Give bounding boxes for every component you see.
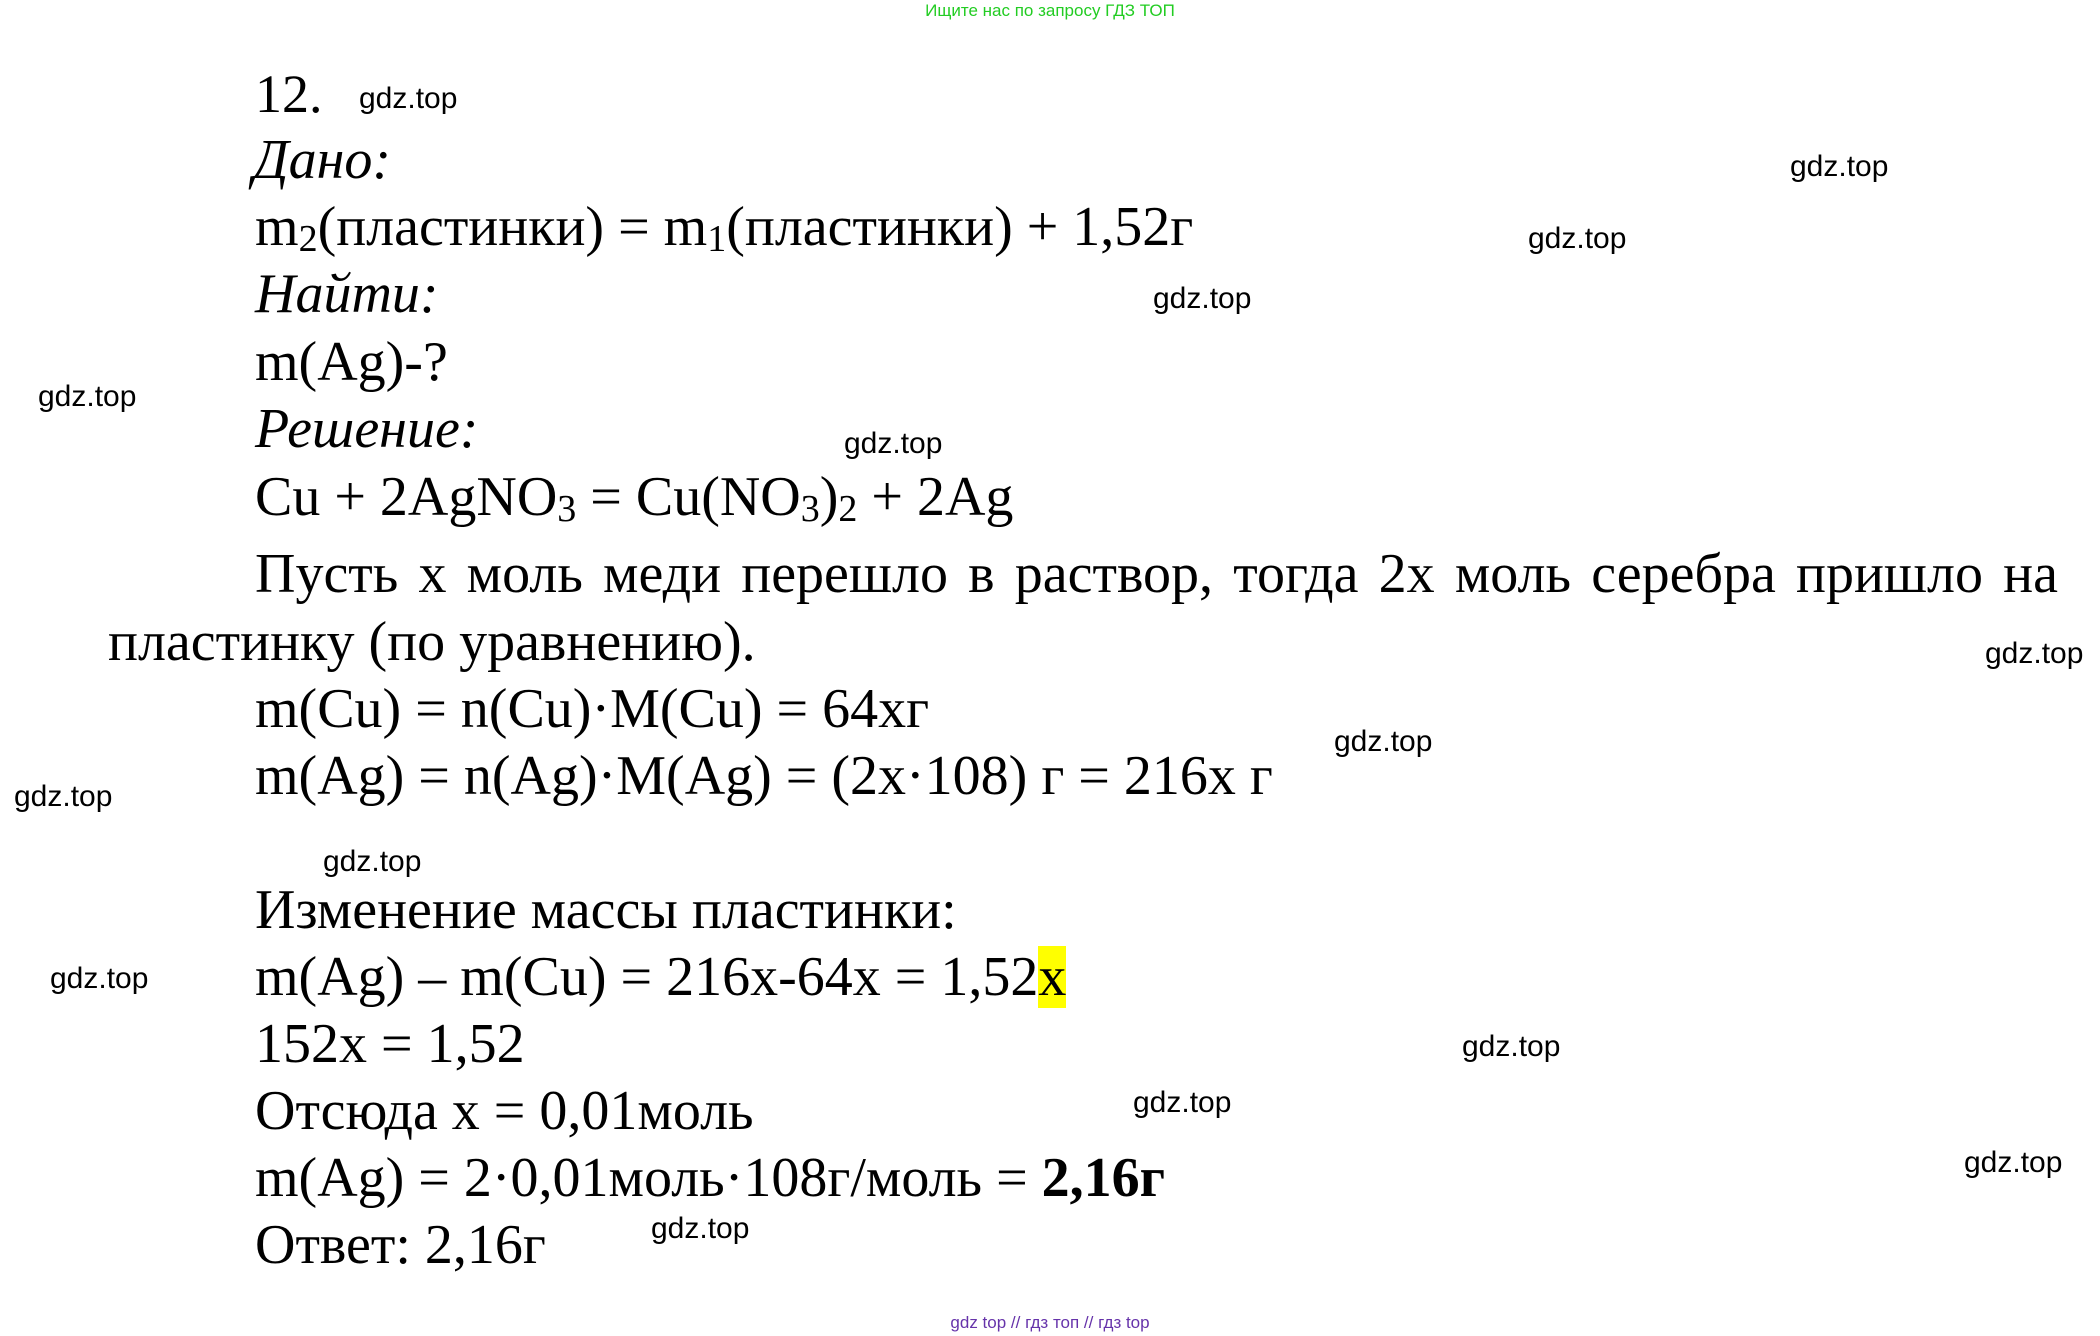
answer-line: Ответ: 2,16г: [255, 1214, 546, 1276]
watermark: gdz.top: [14, 780, 113, 813]
find-line: m(Ag)-?: [255, 331, 448, 393]
watermark: gdz.top: [1964, 1146, 2063, 1179]
result-equation: m(Ag) = 2·0,01моль·108г/моль = 2,16г: [255, 1147, 1166, 1209]
watermark: gdz.top: [359, 82, 458, 115]
watermark: gdz.top: [1790, 150, 1889, 183]
equation-x-value: Отсюда х = 0,01моль: [255, 1080, 754, 1142]
find-heading: Найти:: [255, 263, 439, 325]
watermark: gdz.top: [38, 380, 137, 413]
reasoning-paragraph: Пусть х моль меди перешло в раствор, тогда 2х моль серебра пришло на пластинку (по уравнению).: [108, 543, 2058, 673]
mass-ag-line: m(Ag) = n(Ag)·M(Ag) = (2х·108) г = 216х г: [255, 745, 1273, 807]
reaction-equation: Cu + 2AgNO$_3$ = $Cu(NO_3)_2 + 2Ag$: [255, 466, 1014, 530]
watermark: gdz.top: [323, 845, 422, 878]
mass-cu-line: m(Cu) = n(Cu)·M(Cu) = 64хг: [255, 678, 930, 740]
change-heading: Изменение массы пластинки:: [255, 879, 957, 941]
watermark: gdz.top: [1528, 222, 1627, 255]
watermark: gdz.top: [1985, 637, 2084, 670]
highlighted-x: х: [1038, 946, 1067, 1008]
watermark: gdz.top: [1153, 282, 1252, 315]
result-value: 2,16г: [1041, 1147, 1166, 1209]
equation-152x: 152х = 1,52: [255, 1013, 525, 1075]
footer-links: gdz top // гдз топ // гдз top: [950, 1313, 1150, 1332]
watermark: gdz.top: [651, 1212, 750, 1245]
watermark: gdz.top: [50, 962, 149, 995]
search-banner: Ищите нас по запросу ГДЗ ТОП: [925, 1, 1175, 20]
watermark: gdz.top: [1334, 725, 1433, 758]
change-equation: m(Ag) – m(Cu) = 216х-64х = 1,52х: [255, 946, 1067, 1008]
watermark: gdz.top: [1462, 1030, 1561, 1063]
solution-heading: Решение:: [255, 398, 479, 460]
watermark: gdz.top: [844, 427, 943, 460]
watermark: gdz.top: [1133, 1086, 1232, 1119]
given-line: $m_2(пластинки)$ = $m_1(пластинки) + 1,52г$: [255, 196, 1194, 260]
given-heading: Дано:: [253, 129, 392, 191]
task-number: 12.: [255, 64, 323, 124]
